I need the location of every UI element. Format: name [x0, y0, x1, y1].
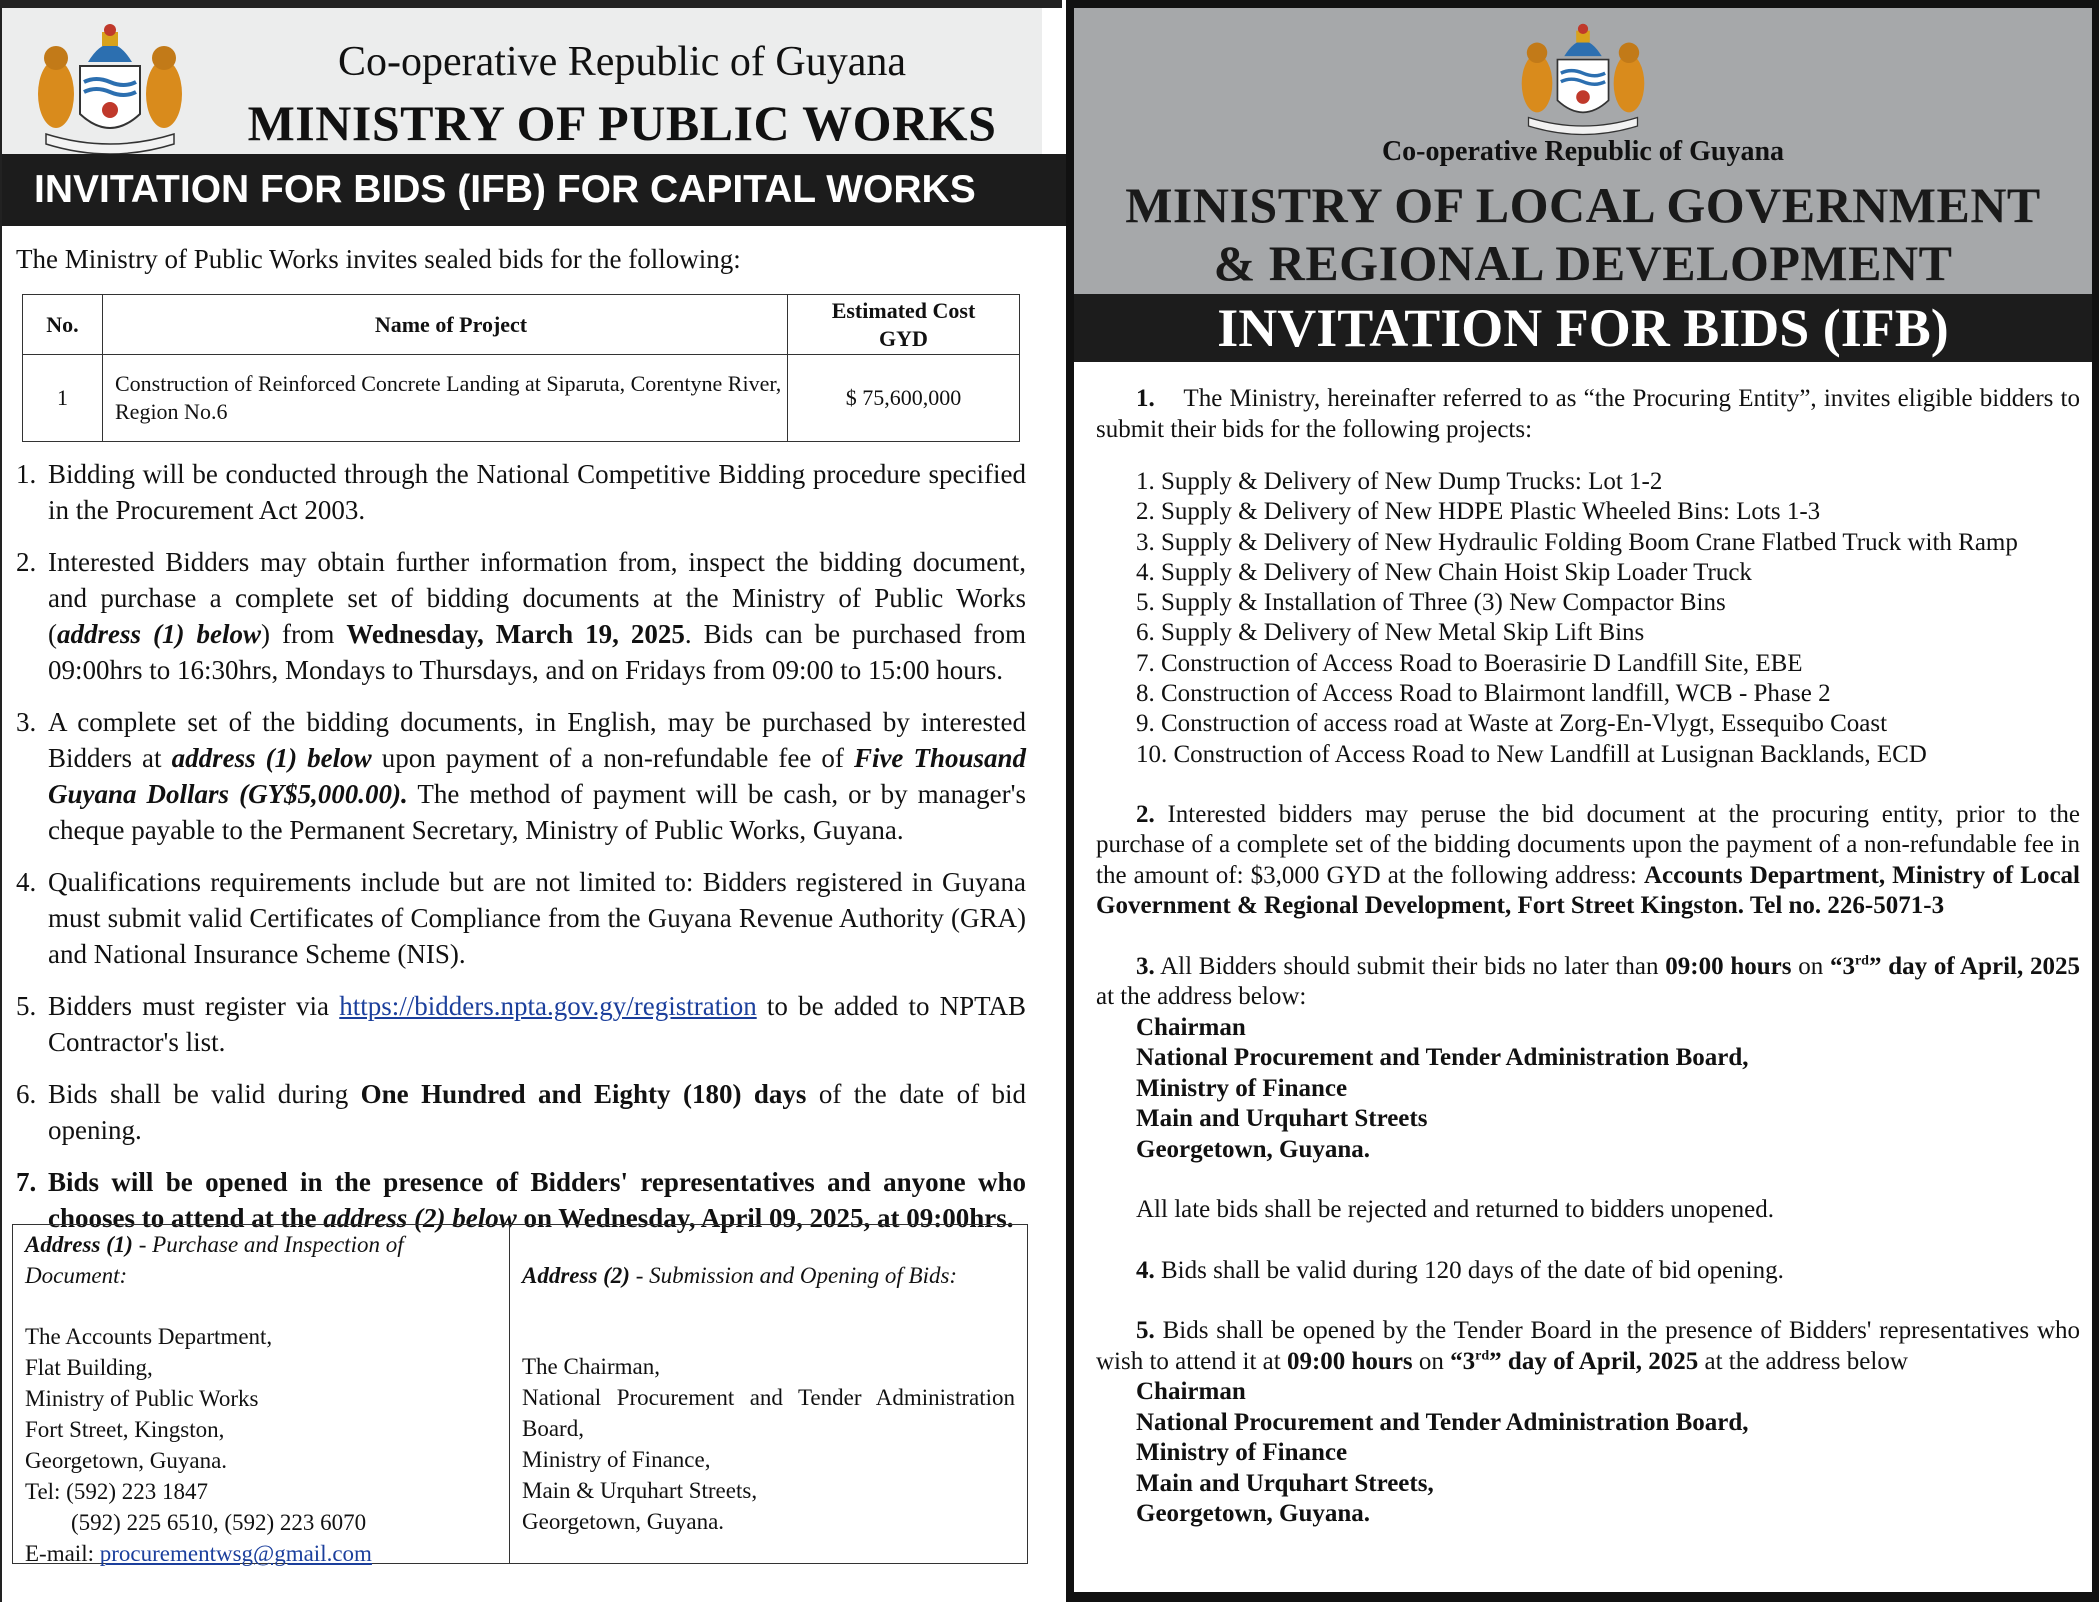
clause-text: of the date of bid opening. [48, 1079, 1026, 1145]
paragraph-text: All Bidders should submit their bids no later than [1154, 952, 1666, 980]
paragraph-text: on [1791, 952, 1830, 980]
row-cost: $ 75,600,000 [788, 355, 1020, 442]
board-address [1096, 1377, 2080, 1530]
intro-text: The Ministry of Public Works invites sealed bids for the following: [16, 244, 741, 274]
clause-address-ref: address (2) below [323, 1203, 517, 1233]
clause-4 [16, 864, 1026, 972]
deadline-time: 09:00 hours [1665, 952, 1792, 980]
clause-text: Bidding will be conducted through the National Competitive Bidding procedure specified in the Procurement Act 2003. [48, 459, 1026, 525]
paragraph-number: 3. [1136, 952, 1155, 980]
address-line: Main & Urquhart Streets, [522, 1478, 758, 1503]
clause-validity: One Hundred and Eighty (180) days [360, 1079, 807, 1109]
list-item: 8. Construction of Access Road to Blairmont landfill, WCB - Phase 2 [1136, 680, 1831, 708]
clause-text: to be added to NPTAB Contractor's list. [48, 991, 1026, 1057]
coat-of-arms-icon [36, 22, 184, 158]
ordinal-suffix: rd [1475, 1348, 1490, 1364]
ordinal-suffix: rd [1854, 953, 1869, 969]
paragraph-text: The Ministry [1183, 385, 1314, 412]
address-line: National Procurement and Tender Administration Board, [1136, 1044, 1749, 1072]
ministry-title: MINISTRY OF PUBLIC WORKS [247, 95, 997, 151]
list-item: 4. Supply & Delivery of New Chain Hoist Skip Loader Truck [1136, 558, 1752, 586]
opening-date-rest: ” day of April, 2025 [1489, 1347, 1699, 1375]
address-line: Ministry of Finance [1136, 1439, 1348, 1467]
address-line: Georgetown, Guyana. [1136, 1500, 1371, 1528]
deadline-date-rest: ” day of April, 2025 [1868, 952, 2081, 980]
header-cost-label: Estimated Cost [831, 297, 976, 323]
clause-number: 1. [16, 459, 37, 489]
ministry-title-line-1: MINISTRY OF LOCAL GOVERNMENT [1125, 177, 2041, 233]
late-bids-note: All late bids shall be rejected and returned to bidders unopened. [1136, 1196, 1774, 1224]
list-item: 6. Supply & Delivery of New Metal Skip Lift Bins [1136, 619, 1645, 647]
address-line: The Chairman, [522, 1354, 660, 1379]
address-line: National Procurement and Tender Administration Board, [522, 1385, 1015, 1441]
clause-text: Qualifications requirements include but are not limited to: Bidders registered in Guyana must submit valid Certificates of Compliance from the Guyana Revenue Authority (GRA) and National Insurance Scheme (NIS). [48, 867, 1026, 969]
top-rule [2, 0, 1062, 8]
clause-fee: Five Thousand Guyana Dollars (GY$5,000.00). [48, 743, 1027, 809]
opening-time: 09:00 hours [1286, 1347, 1413, 1375]
list-item: 2. Supply & Delivery of New HDPE Plastic Wheeled Bins: Lots 1-3 [1136, 498, 1821, 526]
republic-name: Co-operative Republic of Guyana [1381, 136, 1785, 167]
paragraph-2 [1096, 800, 2080, 922]
clause-text: . Bids can be purchased from 09:00hrs to 16:30hrs, Mondays to Thursdays, and on Fridays from 09:00 to 15:00 hours. [48, 619, 1027, 685]
clause-number: 6. [16, 1079, 37, 1109]
paragraph-text: at the address below [1698, 1347, 1908, 1375]
address-line: Tel: (592) 223 1847 [25, 1479, 209, 1504]
header-no: No. [23, 295, 103, 355]
address-line: The Accounts Department, [25, 1324, 273, 1349]
clause-date: Wednesday, March 19, 2025 [346, 619, 685, 649]
board-address [1096, 1013, 2080, 1166]
clause-text: Bids shall be valid during [48, 1079, 361, 1109]
list-item: 9. Construction of access road at Waste at Zorg-En-Vlygt, Essequibo Coast [1136, 710, 1888, 738]
paragraph-text: Interested bidders may peruse the bid document at the procuring entity, prior to the purchase of a complete set of the bidding documents upon the payment of a non-refundable fee in the amount of: $3,000 GYD at the following address: [1096, 800, 2080, 889]
notice-body [1074, 362, 2092, 1592]
paragraph-text: at the address below: [1096, 983, 1307, 1011]
address-line: Chairman [1136, 1378, 1246, 1406]
paragraph-number: 5. [1136, 1317, 1155, 1345]
left-clauses [16, 456, 1026, 1252]
table-header-row [23, 295, 1020, 355]
notice-header [1074, 8, 2092, 294]
deadline-date [1830, 953, 2080, 980]
local-government-notice [1066, 0, 2099, 1602]
paragraph-number: 2. [1136, 800, 1155, 828]
accounts-address: Accounts Department, Ministry of Local Government & Regional Development, Fort Street Kingston. Tel no. 226-5071-3 [1096, 861, 2080, 920]
email-label: E-mail: [25, 1541, 100, 1566]
address-line: Ministry of Finance, [522, 1447, 711, 1472]
address-1 [13, 1225, 510, 1566]
clause-number: 5. [16, 991, 37, 1021]
paragraph-5 [1096, 1316, 2080, 1377]
clause-text: Bidders must register via [48, 991, 340, 1021]
clause-5 [16, 988, 1026, 1060]
clause-text: on Wednesday, April 09, 2025, at 09:00hrs. [516, 1203, 1014, 1233]
coat-of-arms-icon [1520, 22, 1646, 138]
address-1-heading [25, 1229, 497, 1291]
address-line: Ministry of Finance [1136, 1074, 1348, 1102]
list-item: 1. Supply & Delivery of New Dump Trucks: Lot 1-2 [1136, 468, 1663, 495]
email-line [25, 1538, 497, 1569]
address-line: National Procurement and Tender Administration Board, [1136, 1408, 1749, 1436]
address-line: (592) 225 6510, (592) 223 6070 [71, 1510, 367, 1535]
opening-date-open: “3 [1450, 1347, 1476, 1375]
paragraph-3 [1096, 952, 2080, 1013]
list-item: 5. Supply & Installation of Three (3) New Compactor Bins [1136, 589, 1726, 617]
republic-name: Co-operative Republic of Guyana [338, 39, 906, 85]
paragraph-text: , hereinafter referred to as “the Procuring Entity”, invites eligible bidders to submit their bids for the following projects: [1096, 385, 2080, 443]
ministry-title-line-2: & REGIONAL DEVELOPMENT [1213, 235, 1953, 291]
notice-header [2, 8, 1042, 154]
address-2-label: Address (2) [522, 1263, 630, 1288]
clause-text: The method of payment will be cash, or by manager's cheque payable to the Permanent Secretary, Ministry of Public Works, Guyana. [48, 779, 1026, 845]
clause-3 [16, 704, 1026, 848]
clause-address-ref: address (1) below [57, 619, 261, 649]
email-link[interactable]: procurementwsg@gmail.com [99, 1541, 372, 1566]
paragraph-1 [1096, 384, 2080, 445]
ifb-banner: INVITATION FOR BIDS (IFB) FOR CAPITAL WORKS [2, 154, 1067, 226]
list-item: 10. Construction of Access Road to New Landfill at Lusignan Backlands, ECD [1136, 740, 1927, 768]
address-2-heading [522, 1260, 1015, 1291]
paragraph-4 [1096, 1256, 2080, 1287]
header-cost [788, 295, 1020, 355]
address-box [12, 1224, 1028, 1564]
address-2-desc: - Submission and Opening of Bids: [629, 1263, 958, 1288]
clause-text: Bids will be opened in the presence of Bidders' representatives and anyone who chooses to attend at the [48, 1167, 1026, 1233]
clause-text: ) from [260, 619, 347, 649]
header-project: Name of Project [103, 295, 788, 355]
clause-number: 2. [16, 547, 37, 577]
header-cost-currency: GYD [879, 325, 928, 351]
registration-link[interactable]: https://bidders.npta.gov.gy/registration [339, 991, 757, 1021]
paragraph-text: on [1412, 1347, 1451, 1375]
clause-text: A complete set of the bidding documents, in English, may be purchased by interested Bidders at [48, 707, 1026, 773]
project-table [22, 294, 1020, 442]
paragraph-text: Bids shall be valid during 120 days of the date of bid opening. [1154, 1256, 1784, 1284]
clause-number: 3. [16, 707, 37, 737]
address-line: Main and Urquhart Streets, [1136, 1469, 1434, 1497]
row-project: Construction of Reinforced Concrete Landing at Siparuta, Corentyne River, Region No.6 [103, 355, 788, 442]
address-1-label: Address (1) [25, 1232, 133, 1257]
list-item: 7. Construction of Access Road to Boerasirie D Landfill Site, EBE [1136, 649, 1803, 677]
deadline-date-open: “3 [1829, 952, 1855, 980]
clause-6 [16, 1076, 1026, 1148]
address-line: Georgetown, Guyana. [25, 1448, 228, 1473]
clause-number: 7. [16, 1167, 37, 1197]
address-line: Georgetown, Guyana. [522, 1509, 725, 1534]
paragraph-text: Bids shall be opened by the Tender Board in the presence of Bidders' representatives who wish to attend it at [1096, 1317, 2080, 1375]
project-list [1136, 467, 2080, 770]
paragraph-number: 1. [1136, 385, 1155, 412]
address-line: Main and Urquhart Streets [1136, 1105, 1428, 1133]
table-row [23, 355, 1020, 442]
row-no: 1 [23, 355, 103, 442]
public-works-notice [0, 0, 1040, 1602]
opening-date [1450, 1348, 1698, 1375]
address-line: Chairman [1136, 1013, 1246, 1041]
clause-text: Interested Bidders may obtain further information from, inspect the bidding document, and purchase a complete set of bidding documents at the Ministry of Public Works ( [48, 547, 1026, 649]
address-line: Georgetown, Guyana. [1136, 1135, 1371, 1163]
clause-address-ref: address (1) below [171, 743, 372, 773]
list-item: 3. Supply & Delivery of New Hydraulic Folding Boom Crane Flatbed Truck with Ramp [1136, 528, 2018, 556]
ifb-banner: INVITATION FOR BIDS (IFB) [1074, 294, 2092, 362]
paragraph-number: 4. [1136, 1256, 1155, 1284]
clause-1 [16, 456, 1026, 528]
clause-number: 4. [16, 867, 37, 897]
address-2 [510, 1225, 1027, 1563]
address-line: Fort Street, Kingston, [25, 1417, 225, 1442]
address-line: Ministry of Public Works [25, 1386, 259, 1411]
clause-text: upon payment of a non-refundable fee of [371, 743, 854, 773]
address-1-desc: - Purchase and Inspection of Document: [25, 1232, 404, 1288]
address-line: Flat Building, [25, 1355, 153, 1380]
clause-2 [16, 544, 1026, 688]
